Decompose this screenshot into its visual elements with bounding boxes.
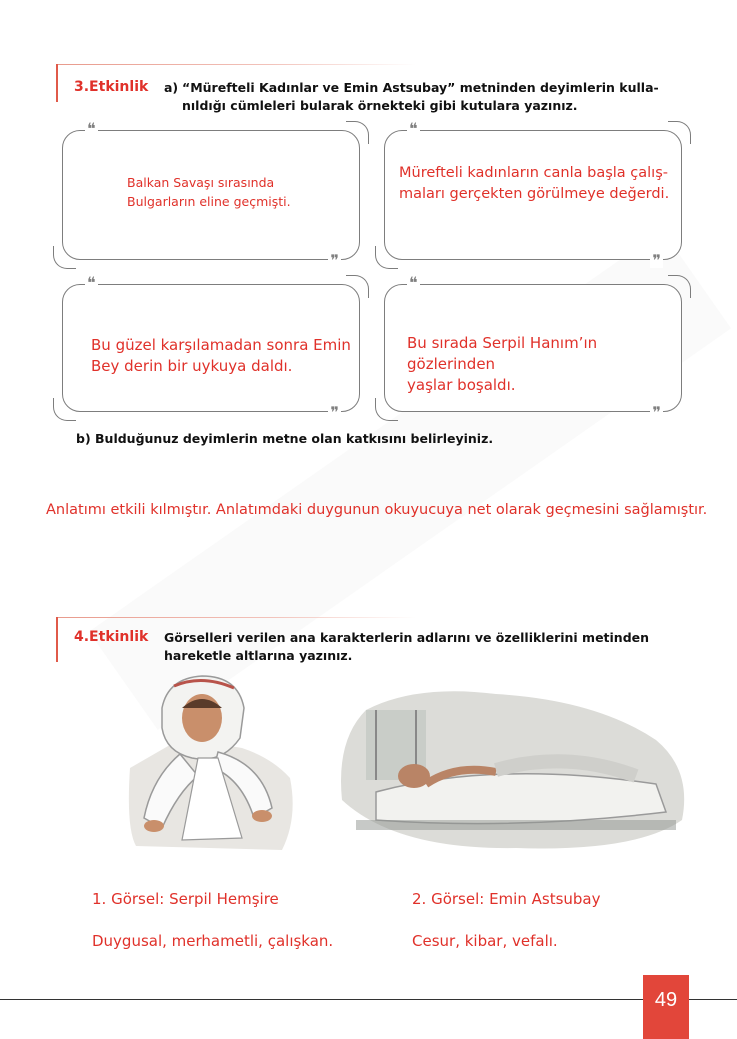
- part-a-marker: a): [164, 80, 179, 95]
- activity4-instruction: [164, 629, 684, 665]
- answer-box-3-text: Bu güzel karşılamadan sonra Emin Bey derin bir uykuya daldı.: [91, 336, 351, 375]
- corner-curl-icon: [375, 398, 398, 421]
- activity3-heading-bar: [56, 64, 58, 102]
- page-number: 49: [643, 975, 689, 1039]
- activity4-heading-bar: [56, 617, 58, 662]
- answer-box-1: [62, 119, 360, 270]
- open-quote-icon: ❝: [409, 273, 418, 292]
- open-quote-icon: ❝: [87, 119, 96, 138]
- answer-box-2: [384, 119, 682, 270]
- activity3-heading-line: [56, 64, 416, 65]
- close-quote-icon: ❞: [330, 251, 339, 270]
- answer-box-1-text: Balkan Savaşı sırasında Bulgarların eline geçmişti.: [127, 175, 291, 209]
- part-b-question: b) Bulduğunuz deyimlerin metne olan katkısını belirleyiniz.: [76, 431, 494, 446]
- close-quote-icon: ❞: [652, 403, 661, 422]
- close-quote-icon: ❞: [652, 251, 661, 270]
- part-a-line1: “Mürefteli Kadınlar ve Emin Astsubay” metninden deyimlerin kulla-: [182, 80, 659, 95]
- answer-box-4-text: Bu sırada Serpil Hanım’ın gözlerinden yaşlar boşaldı.: [407, 334, 598, 394]
- close-quote-icon: ❞: [330, 403, 339, 422]
- activity4-heading-line: [56, 617, 416, 618]
- soldier-bed-illustration: [336, 680, 692, 854]
- open-quote-icon: ❝: [87, 273, 96, 292]
- activity4-label: 4.Etkinlik: [74, 629, 149, 645]
- corner-curl-icon: [53, 246, 76, 269]
- footer-line: [0, 999, 737, 1000]
- corner-curl-icon: [346, 275, 369, 298]
- corner-curl-icon: [346, 121, 369, 144]
- part-a-line2: nıldığı cümleleri bularak örnekteki gibi kutulara yazınız.: [182, 98, 578, 113]
- answer-box-2-text: Mürefteli kadınların canla başla çalış- maları gerçekten görülmeye değerdi.: [399, 165, 670, 202]
- answer-box-4: [384, 273, 682, 422]
- image1-title: 1. Görsel: Serpil Hemşire: [92, 890, 279, 908]
- image2-traits: Cesur, kibar, vefalı.: [412, 932, 558, 950]
- part-b-answer: Anlatımı etkili kılmıştır. Anlatımdaki duygunun okuyucuya net olarak geçmesini sağlamıştır.: [46, 502, 708, 518]
- activity3-label: 3.Etkinlik: [74, 79, 149, 95]
- image2-title: 2. Görsel: Emin Astsubay: [412, 890, 601, 908]
- nurse-illustration: [122, 668, 302, 852]
- activity3-instruction: [164, 79, 684, 115]
- activity4-instruction-line1: Görselleri verilen ana karakterlerin adlarını ve özelliklerini metinden: [164, 630, 650, 645]
- image1-traits: Duygusal, merhametli, çalışkan.: [92, 932, 334, 950]
- corner-curl-icon: [375, 246, 398, 269]
- corner-curl-icon: [668, 121, 691, 144]
- open-quote-icon: ❝: [409, 119, 418, 138]
- corner-curl-icon: [53, 398, 76, 421]
- answer-box-3: [62, 273, 360, 422]
- activity4-instruction-line2: hareketle altlarına yazınız.: [164, 648, 353, 663]
